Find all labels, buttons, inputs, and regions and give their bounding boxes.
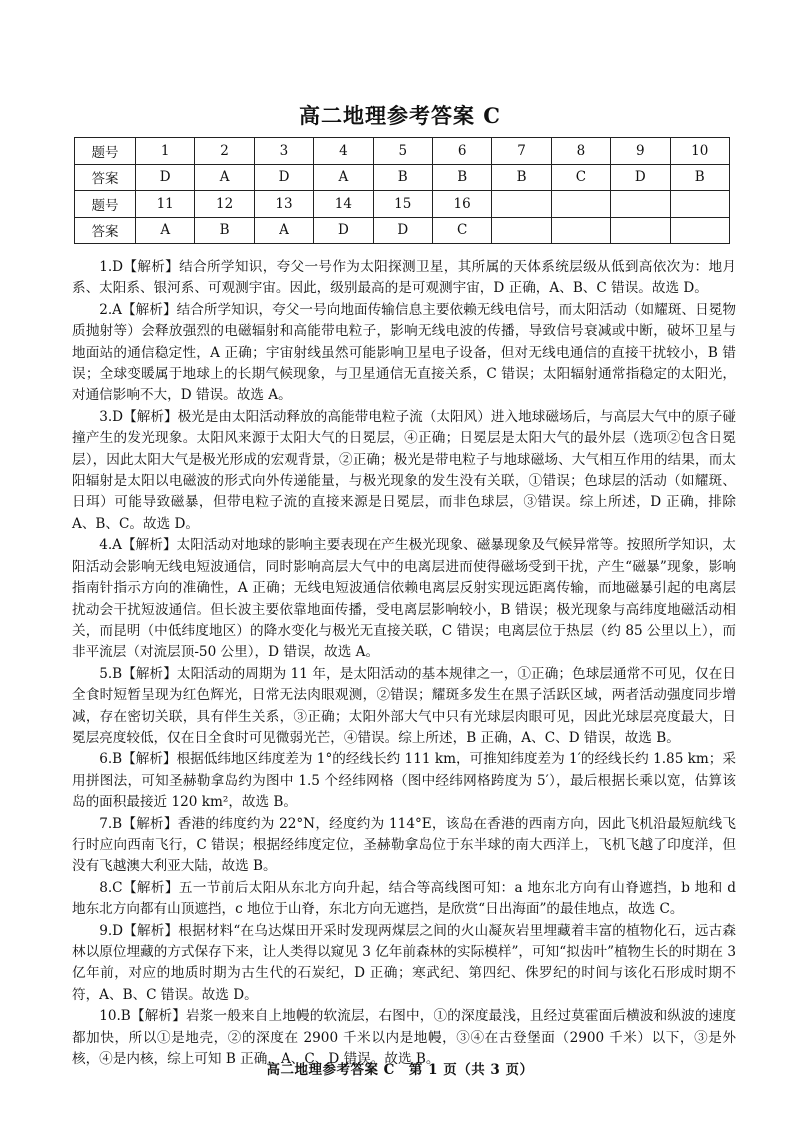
- table-cell: D: [136, 164, 195, 191]
- row-header-cell: 答案: [75, 164, 136, 191]
- page-title: 高二地理参考答案 C: [298, 103, 502, 128]
- row-header-cell: 题号: [75, 191, 136, 218]
- table-cell: A: [254, 217, 313, 244]
- explanation-paragraph: 10.B【解析】岩浆一般来自上地幔的软流层，右图中，①的深度最浅，且经过莫霍面后横波和纵波的速度都加快，所以①是地壳，②的深度在 2900 千米以内是地幔，③④在古登堡面（2900 千米）以下，③是外核，④是内核，综上可知 B 正确，A、C、D 错误。故选 B。: [72, 1008, 736, 1068]
- table-cell: B: [432, 164, 491, 191]
- page-footer: 高二地理参考答案 C 第 1 页（共 3 页）: [266, 1062, 534, 1078]
- answer-table: [74, 137, 730, 244]
- table-cell: B: [492, 164, 551, 191]
- table-cell: A: [195, 164, 254, 191]
- table-cell: 11: [136, 191, 195, 218]
- table-cell: 4: [314, 138, 373, 165]
- table-cell: 10: [670, 138, 729, 165]
- explanations: [72, 257, 736, 1070]
- table-cell: [551, 217, 610, 244]
- table-cell: 7: [492, 138, 551, 165]
- explanation-paragraph: 4.A【解析】太阳活动对地球的影响主要表现在产生极光现象、磁暴现象及气候异常等。按照所学知识，太阳活动会影响无线电短波通信，同时影响高层大气中的电离层进而使得磁场受到干扰，产生“磁暴”现象，影响指南针指示方向的准确性，A 正确；无线电短波通信依赖电离层反射实现远距离传输，而地磁暴引起的电离层扰动会干扰短波通信。但长波主要依靠地面传播，受电离层影响较小，B 错误；极光现象与高纬度地磁活动相关，而昆明（中低纬度地区）的降水变化与极光无直接关联，C 错误；电离层位于热层（约 85 公里以上），而非平流层（对流层顶-50 公里），D 错误，故选 A。: [72, 537, 736, 661]
- table-row: [75, 191, 730, 218]
- explanation-paragraph: 5.B【解析】太阳活动的周期为 11 年，是太阳活动的基本规律之一，①正确；色球层通常不可见，仅在日全食时短暂呈现为红色辉光，日常无法肉眼观测，②错误；耀斑多发生在黑子活跃区域，两者活动强度同步增减，存在密切关联，具有伴生关系，③正确；太阳外部大气中只有光球层肉眼可见，因此光球层亮度最大，日冕层亮度较低，仅在日全食时可见微弱光芒，④错误。综上所述，B 正确，A、C、D 错误，故选 B。: [72, 665, 736, 746]
- table-cell: [551, 191, 610, 218]
- explanation-paragraph: 1.D【解析】结合所学知识，夸父一号作为太阳探测卫星，其所属的天体系统层级从低到高依次为：地月系、太阳系、银河系、可观测宇宙。因此，级别最高的是可观测宇宙，D 正确，A、B、C 错误。故选 D。: [72, 259, 736, 297]
- table-cell: 9: [611, 138, 670, 165]
- table-cell: 14: [314, 191, 373, 218]
- explanation-paragraph: 7.B【解析】香港的纬度约为 22°N，经度约为 114°E，该岛在香港的西南方向，因此飞机沿最短航线飞行时应向西南飞行，C 错误；根据经纬度定位，圣赫勒拿岛位于东半球的南大西洋上，飞机飞越了印度洋，但没有飞越澳大利亚大陆，故选 B。: [72, 815, 736, 875]
- table-cell: 3: [254, 138, 313, 165]
- table-cell: D: [254, 164, 313, 191]
- explanation-paragraph: 3.D【解析】极光是由太阳活动释放的高能带电粒子流（太阳风）进入地球磁场后，与高层大气中的原子碰撞产生的发光现象。太阳风来源于太阳大气的日冕层，④正确；日冕层是太阳大气的最外层（选项②包含日冕层），因此太阳大气是极光形成的宏观背景，②正确；极光是带电粒子与地球磁场、大气相互作用的结果，而太阳辐射是太阳以电磁波的形式向外传递能量，与极光现象的发生没有关联，①错误；色球层的活动（如耀斑、日珥）可能导致磁暴，但带电粒子流的直接来源是日冕层，而非色球层，③错误。综上所述，D 正确，排除 A、B、C。故选 D。: [72, 408, 736, 532]
- table-cell: [492, 217, 551, 244]
- table-row: [75, 217, 730, 244]
- table-cell: D: [314, 217, 373, 244]
- table-cell: 16: [432, 191, 491, 218]
- table-row: [75, 164, 730, 191]
- table-cell: A: [314, 164, 373, 191]
- table-cell: [670, 217, 729, 244]
- explanation-paragraph: 6.B【解析】根据低纬地区纬度差为 1°的经线长约 111 km，可推知纬度差为 1′的经线长约 1.85 km；采用拼图法，可知圣赫勒拿岛约为图中 1.5 个经纬网格（图中经纬网格跨度为 5′），最后根据长乘以宽，估算该岛的面积最接近 120 km²，故选 B。: [72, 751, 736, 811]
- table-cell: 2: [195, 138, 254, 165]
- row-header-cell: 题号: [75, 138, 136, 165]
- table-row: [75, 138, 730, 165]
- table-cell: [611, 191, 670, 218]
- explanation-paragraph: 8.C【解析】五一节前后太阳从东北方向升起，结合等高线图可知：a 地东北方向有山脊遮挡，b 地和 d 地东北方向都有山顶遮挡，c 地位于山脊，东北方向无遮挡，是欣赏“日出海面”的最佳地点，故选 C。: [72, 879, 736, 918]
- table-cell: 15: [373, 191, 432, 218]
- table-cell: [492, 191, 551, 218]
- table-cell: 13: [254, 191, 313, 218]
- table-cell: D: [611, 164, 670, 191]
- explanation-paragraph: 9.D【解析】根据材料“在乌达煤田开采时发现两煤层之间的火山凝灰岩里埋藏着丰富的植物化石，远古森林以原位埋藏的方式保存下来，让人类得以窥见 3 亿年前森林的实际模样”，可知“拟齿叶”植物生长的时期在 3 亿年前，对应的地质时期为古生代的石炭纪，D 正确；寒武纪、第四纪、侏罗纪的时间与该化石形成时期不符，A、B、C 错误。故选 D。: [72, 922, 736, 1003]
- table-cell: 12: [195, 191, 254, 218]
- table-cell: C: [551, 164, 610, 191]
- table-cell: 6: [432, 138, 491, 165]
- table-cell: C: [432, 217, 491, 244]
- table-cell: 5: [373, 138, 432, 165]
- table-cell: 8: [551, 138, 610, 165]
- table-cell: B: [195, 217, 254, 244]
- table-cell: [611, 217, 670, 244]
- table-cell: [670, 191, 729, 218]
- table-cell: 1: [136, 138, 195, 165]
- table-cell: A: [136, 217, 195, 244]
- row-header-cell: 答案: [75, 217, 136, 244]
- table-cell: B: [670, 164, 729, 191]
- explanation-paragraph: 2.A【解析】结合所学知识，夸父一号向地面传输信息主要依赖无线电信号，而太阳活动（如耀斑、日冕物质抛射等）会释放强烈的电磁辐射和高能带电粒子，影响无线电波的传播，导致信号衰减或中断，破坏卫星与地面站的通信稳定性，A 正确；宇宙射线虽然可能影响卫星电子设备，但对无线电通信的直接干扰较小，B 错误；全球变暖属于地球上的长期气候现象，与卫星通信无直接关系，C 错误；太阳辐射通常指稳定的太阳光，对通信影响不大，D 错误。故选 A。: [72, 301, 736, 404]
- table-cell: B: [373, 164, 432, 191]
- table-cell: D: [373, 217, 432, 244]
